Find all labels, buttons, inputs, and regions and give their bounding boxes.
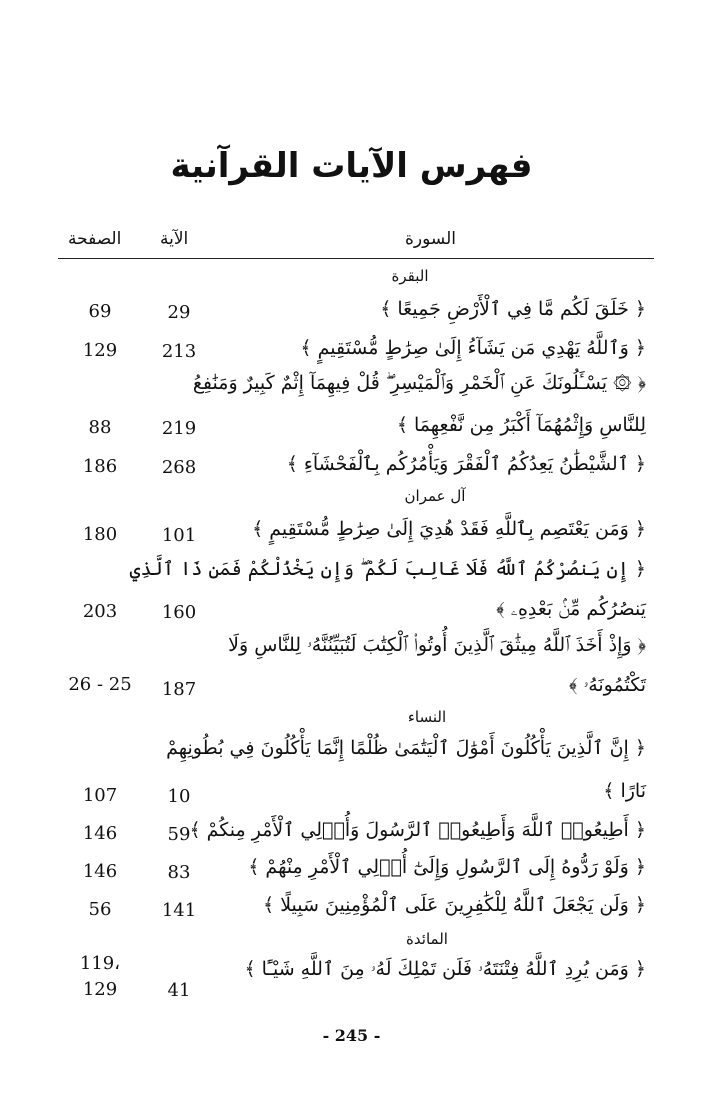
ayah-number: 59 [167, 824, 191, 845]
page-title: فهرس الآيات القرآنية [170, 146, 533, 186]
ayah-number: 219 [161, 418, 197, 439]
ayah-number: 213 [161, 341, 197, 362]
verse-line: يَنصُرُكُم مِّنۢ بَعْدِهِۦ ﴾ [496, 598, 646, 620]
verse-line: ﴿ وَلَن يَجْعَلَ ٱللَّهُ لِلْكَٰفِرِينَ عَلَى ٱلْمُؤْمِنِينَ سَبِيلًا ﴾ [263, 894, 646, 916]
ayah-number: 83 [167, 862, 191, 883]
page-column-header: الصفحة [68, 229, 122, 249]
ayah-number: 141 [161, 900, 197, 921]
verse-line: ﴿ خَلَقَ لَكُم مَّا فِي ٱلْأَرْضِ جَمِيعًا ﴾ [380, 298, 646, 320]
page-number: 129 [82, 340, 118, 361]
surah-column-header: السورة [405, 229, 456, 249]
verse-line: ﴿ وَلَوْ رَدُّوهُ إِلَى ٱلرَّسُولِ وَإِلَىٰٓ أُو۟لِي ٱلْأَمْرِ مِنْهُمْ ﴾ [248, 856, 646, 878]
page-number: 146 [82, 823, 118, 844]
ayah-number: 187 [161, 679, 197, 700]
verse-line: نَارًا ﴾ [603, 780, 646, 802]
verse-line: ﴿ وَإِذْ أَخَذَ ٱللَّهُ مِيثَٰقَ ٱلَّذِينَ أُوتُوا۟ ٱلْكِتَٰبَ لَتُبَيِّنُنَّهُۥ لِلنَّاسِ وَلَا [228, 634, 646, 656]
page-number: 186 [82, 456, 118, 477]
verse-line: ﴿ إِن يَنصُرْكُمُ ٱللَّهُ فَلَا غَالِبَ لَكُمْ ۖ وَإِن يَخْذُلْكُمْ فَمَن ذَا ٱلَّذِي [129, 558, 646, 580]
verse-line: ﴿ إِنَّ ٱلَّذِينَ يَأْكُلُونَ أَمْوَٰلَ ٱلْيَتَٰمَىٰ ظُلْمًا إِنَّمَا يَأْكُلُونَ فِي بُطُونِهِمْ [166, 737, 646, 759]
page-number: 180 [82, 524, 118, 545]
ayah-number: 268 [161, 457, 197, 478]
verse-line: تَكْتُمُونَهُۥ ﴾ [569, 674, 646, 696]
verse-line: لِلنَّاسِ وَإِثْمُهُمَآ أَكْبَرُ مِن نَّفْعِهِمَا ﴾ [396, 414, 646, 436]
verse-line: ﴿ وَٱللَّهُ يَهْدِي مَن يَشَآءُ إِلَىٰ صِرَٰطٍ مُّسْتَقِيمٍ ﴾ [300, 337, 646, 359]
surah-heading-maidah: المائدة [406, 930, 448, 948]
page-number: 88 [88, 417, 112, 438]
ayah-number: 29 [167, 302, 191, 323]
ayah-number: 41 [167, 980, 191, 1001]
surah-heading-nisa: النساء [407, 708, 447, 726]
ayah-number: 10 [167, 786, 191, 807]
ayah-column-header: الآية [160, 229, 189, 249]
ayah-number: 101 [161, 525, 197, 546]
ayah-number: 160 [161, 602, 197, 623]
verse-line: ﴿ أَطِيعُوا۟ ٱللَّهَ وَأَطِيعُوا۟ ٱلرَّسُولَ وَأُو۟لِي ٱلْأَمْرِ مِنكُمْ ﴾ [189, 819, 646, 841]
page-number: 56 [88, 899, 112, 920]
page-number: 107 [82, 785, 118, 806]
verse-line: ﴿ وَمَن يَعْتَصِم بِٱللَّهِ فَقَدْ هُدِيَ إِلَىٰ صِرَٰطٍ مُّسْتَقِيمٍ ﴾ [252, 518, 646, 540]
page-number: 26 - 25 [68, 674, 132, 695]
page-footer-number: - 245 - [322, 1026, 381, 1045]
page-number: 119، [79, 953, 121, 974]
header-rule [58, 258, 654, 259]
page-number: 129 [82, 979, 118, 1000]
page-number: 203 [82, 601, 118, 622]
verse-line: ﴿ ۞ يَسْـَٔلُونَكَ عَنِ ٱلْخَمْرِ وَٱلْمَيْسِرِ ۖ قُلْ فِيهِمَآ إِثْمٌ كَبِيرٌ وَمَنَٰفِعُ [192, 372, 646, 394]
surah-heading-al-imran: آل عمران [404, 487, 466, 505]
surah-heading-baqarah: البقرة [391, 267, 429, 285]
page-number: 146 [82, 861, 118, 882]
page-number: 69 [88, 301, 112, 322]
verse-line: ﴿ وَمَن يُرِدِ ٱللَّهُ فِتْنَتَهُۥ فَلَن تَمْلِكَ لَهُۥ مِنَ ٱللَّهِ شَيْـًٔا ﴾ [244, 958, 646, 980]
verse-line: ﴿ ٱلشَّيْطَٰنُ يَعِدُكُمُ ٱلْفَقْرَ وَيَأْمُرُكُم بِٱلْفَحْشَآءِ ﴾ [286, 453, 646, 475]
